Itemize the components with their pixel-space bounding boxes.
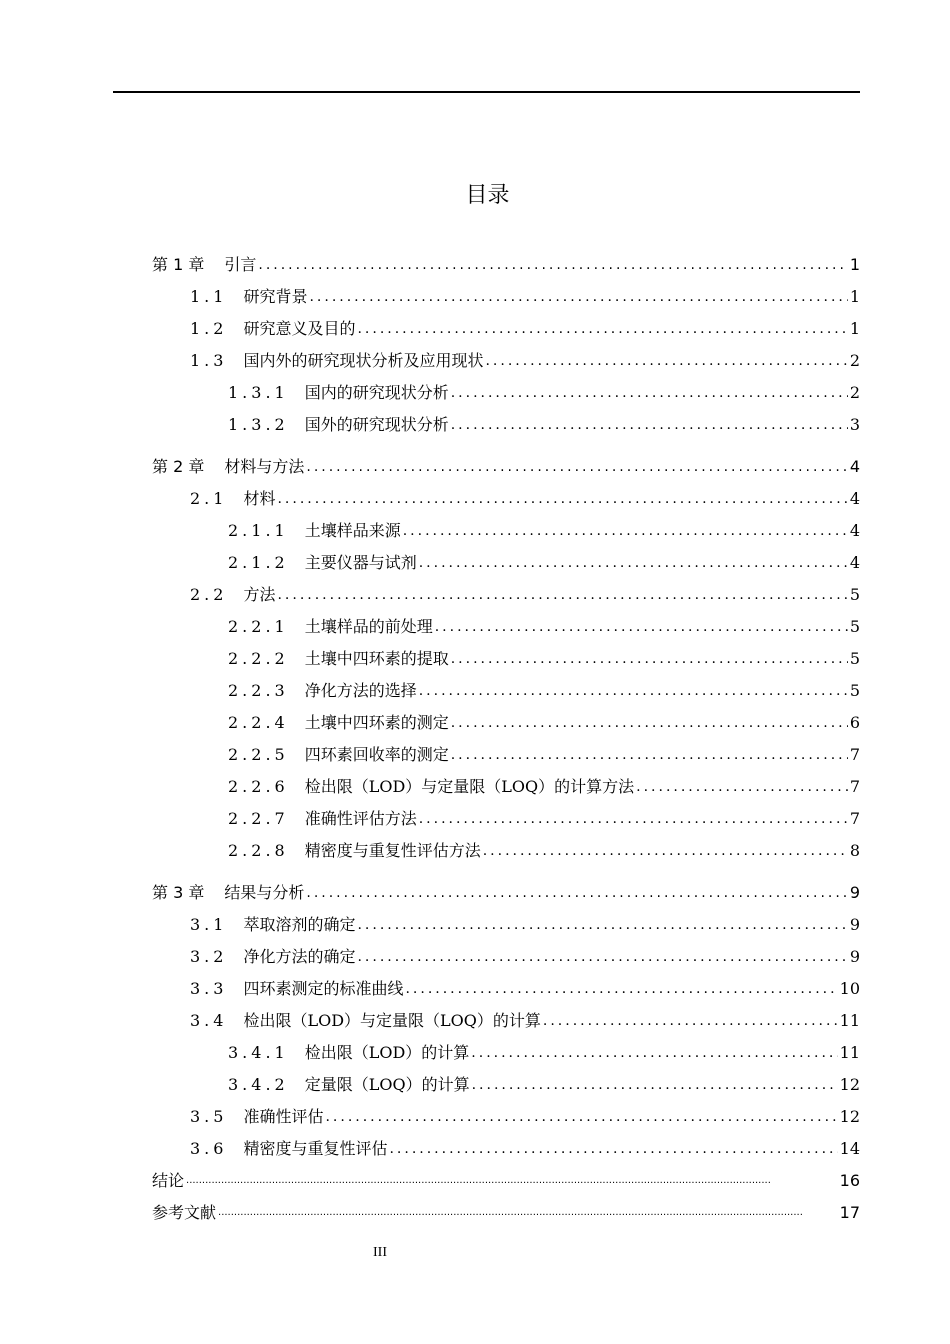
toc-entry[interactable] bbox=[152, 607, 860, 639]
toc-entry-title: 参考文献 bbox=[152, 1203, 217, 1222]
toc-entry-number: 1.1 bbox=[190, 287, 228, 306]
toc-entry-leader-dots bbox=[186, 1171, 838, 1191]
toc-entry-number: 2.2.8 bbox=[228, 841, 289, 860]
toc-entry[interactable] bbox=[152, 511, 860, 543]
toc-entry-leader-dots bbox=[543, 1011, 838, 1031]
toc-entry-leader-dots bbox=[451, 745, 848, 765]
toc-entry-title: 引言 bbox=[224, 255, 257, 274]
toc-entry-title: 净化方法的确定 bbox=[243, 947, 356, 966]
toc-entry-leader-dots bbox=[218, 1203, 838, 1223]
toc-entry-number: 3.4.1 bbox=[228, 1043, 289, 1062]
toc-entry[interactable] bbox=[152, 799, 860, 831]
toc-entry-title: 四环素回收率的测定 bbox=[304, 745, 449, 764]
toc-entry-title: 国内的研究现状分析 bbox=[304, 383, 449, 402]
header-rule bbox=[113, 91, 860, 93]
toc-entry-number: 3.3 bbox=[190, 979, 228, 998]
toc-entry-leader-dots bbox=[451, 649, 848, 669]
toc-entry-page-number: 4 bbox=[849, 457, 860, 476]
toc-entry-leader-dots bbox=[357, 947, 847, 967]
toc-entry-page-number: 4 bbox=[849, 553, 860, 572]
toc-entry-page-number: 1 bbox=[849, 319, 860, 338]
toc-entry-page-number: 7 bbox=[849, 809, 860, 828]
toc-entry[interactable] bbox=[152, 735, 860, 767]
toc-entry[interactable] bbox=[152, 1065, 860, 1097]
toc-entry-number: 2.2.3 bbox=[228, 681, 289, 700]
toc-entry-number: 第 2 章 bbox=[152, 457, 205, 476]
toc-entry-page-number: 16 bbox=[839, 1171, 860, 1190]
toc-entry-page-number: 11 bbox=[839, 1011, 860, 1030]
toc-entry-page-number: 6 bbox=[849, 713, 860, 732]
toc-entry-number: 第 3 章 bbox=[152, 883, 205, 902]
toc-entry-title: 研究意义及目的 bbox=[243, 319, 356, 338]
toc-entry-title: 精密度与重复性评估 bbox=[243, 1139, 388, 1158]
toc-entry[interactable] bbox=[152, 245, 860, 277]
toc-entry-leader-dots bbox=[405, 979, 837, 999]
toc-entry-page-number: 5 bbox=[849, 617, 860, 636]
toc-entry-number: 3.5 bbox=[190, 1107, 228, 1126]
toc-entry-number: 2.1 bbox=[190, 489, 228, 508]
toc-entry-leader-dots bbox=[325, 1107, 837, 1127]
toc-entry-page-number: 1 bbox=[849, 287, 860, 306]
toc-entry-leader-dots bbox=[403, 521, 848, 541]
toc-entry[interactable] bbox=[152, 405, 860, 437]
toc-entry-leader-dots bbox=[357, 915, 847, 935]
toc-entry-number: 2.2.2 bbox=[228, 649, 289, 668]
toc-entry[interactable] bbox=[152, 703, 860, 735]
toc-entry-page-number: 9 bbox=[849, 915, 860, 934]
toc-entry-leader-dots bbox=[419, 809, 848, 829]
toc-entry-title: 精密度与重复性评估方法 bbox=[304, 841, 481, 860]
toc-entry-number: 3.4 bbox=[190, 1011, 228, 1030]
toc-entry-leader-dots bbox=[357, 319, 847, 339]
toc-entry-title: 土壤中四环素的测定 bbox=[304, 713, 449, 732]
toc-entry-page-number: 11 bbox=[839, 1043, 860, 1062]
toc-entry[interactable] bbox=[152, 1161, 860, 1193]
toc-entry-page-number: 5 bbox=[849, 681, 860, 700]
toc-entry-page-number: 4 bbox=[849, 521, 860, 540]
toc-entry[interactable] bbox=[152, 277, 860, 309]
toc-entry-leader-dots bbox=[306, 457, 847, 477]
toc-entry-page-number: 17 bbox=[839, 1203, 860, 1222]
toc-entry-page-number: 12 bbox=[839, 1075, 860, 1094]
toc-entry-leader-dots bbox=[472, 1075, 838, 1095]
toc-entry-title: 土壤中四环素的提取 bbox=[304, 649, 449, 668]
toc-entry-leader-dots bbox=[483, 841, 848, 861]
toc-entry[interactable] bbox=[152, 543, 860, 575]
toc-entry-page-number: 7 bbox=[849, 777, 860, 796]
toc-entry[interactable] bbox=[152, 341, 860, 373]
toc-entry[interactable] bbox=[152, 1001, 860, 1033]
toc-entry-number: 第 1 章 bbox=[152, 255, 205, 274]
toc-entry[interactable] bbox=[152, 373, 860, 405]
toc-entry-page-number: 12 bbox=[839, 1107, 860, 1126]
toc-entry-number: 2.2.7 bbox=[228, 809, 289, 828]
toc-entry-number: 2.2.5 bbox=[228, 745, 289, 764]
toc-entry-number: 1.3.1 bbox=[228, 383, 289, 402]
toc-entry-leader-dots bbox=[389, 1139, 837, 1159]
toc-entry-page-number: 5 bbox=[849, 585, 860, 604]
toc-entry-number: 1.3 bbox=[190, 351, 228, 370]
toc-entry[interactable] bbox=[152, 767, 860, 799]
toc-entry-page-number: 9 bbox=[849, 947, 860, 966]
toc-entry-title: 国外的研究现状分析 bbox=[304, 415, 449, 434]
toc-entry[interactable] bbox=[152, 1097, 860, 1129]
toc-entry-leader-dots bbox=[435, 617, 848, 637]
toc-entry-leader-dots bbox=[258, 255, 847, 275]
toc-entry-number: 3.1 bbox=[190, 915, 228, 934]
toc-entry[interactable] bbox=[152, 671, 860, 703]
toc-entry[interactable] bbox=[152, 639, 860, 671]
toc-entry-title: 土壤样品来源 bbox=[304, 521, 401, 540]
toc-entry-page-number: 5 bbox=[849, 649, 860, 668]
toc-entry-leader-dots bbox=[306, 883, 847, 903]
toc-entry-page-number: 2 bbox=[849, 351, 860, 370]
toc-title: 目录 bbox=[465, 183, 510, 208]
toc-entry-number: 2.2.6 bbox=[228, 777, 289, 796]
toc-entry-number: 2.1.2 bbox=[228, 553, 289, 572]
toc-entry-page-number: 3 bbox=[849, 415, 860, 434]
toc-entry-page-number: 7 bbox=[849, 745, 860, 764]
toc-entry[interactable] bbox=[152, 969, 860, 1001]
toc-entry-page-number: 14 bbox=[839, 1139, 860, 1158]
toc-entry-title: 研究背景 bbox=[243, 287, 308, 306]
toc-entry-number: 3.6 bbox=[190, 1139, 228, 1158]
toc-entry-leader-dots bbox=[451, 415, 848, 435]
toc-entry-title: 材料与方法 bbox=[224, 457, 305, 476]
toc-entry[interactable] bbox=[152, 575, 860, 607]
toc-entry-leader-dots bbox=[309, 287, 847, 307]
toc-entry[interactable] bbox=[152, 479, 860, 511]
toc-entry-leader-dots bbox=[636, 777, 848, 797]
toc-entry-number: 1.3.2 bbox=[228, 415, 289, 434]
toc-entry-title: 检出限（LOD）的计算 bbox=[304, 1043, 470, 1062]
toc-entry[interactable] bbox=[152, 937, 860, 969]
toc-entry-page-number: 9 bbox=[849, 883, 860, 902]
toc-entry-leader-dots bbox=[485, 351, 847, 371]
toc-entry-title: 萃取溶剂的确定 bbox=[243, 915, 356, 934]
toc-entry[interactable] bbox=[152, 1193, 860, 1225]
toc-entry[interactable] bbox=[152, 873, 860, 905]
toc-entry-leader-dots bbox=[451, 383, 848, 403]
toc-entry[interactable] bbox=[152, 831, 860, 863]
toc-entry-number: 3.4.2 bbox=[228, 1075, 289, 1094]
toc-entry-leader-dots bbox=[419, 553, 848, 573]
table-of-contents bbox=[152, 245, 860, 1225]
toc-entry-leader-dots bbox=[419, 681, 848, 701]
toc-entry-title: 材料 bbox=[243, 489, 276, 508]
toc-entry-page-number: 1 bbox=[849, 255, 860, 274]
toc-entry-page-number: 8 bbox=[849, 841, 860, 860]
toc-entry-title: 结果与分析 bbox=[224, 883, 305, 902]
toc-entry-title: 准确性评估方法 bbox=[304, 809, 417, 828]
toc-entry-title: 净化方法的选择 bbox=[304, 681, 417, 700]
toc-entry-title: 土壤样品的前处理 bbox=[304, 617, 433, 636]
toc-entry-page-number: 2 bbox=[849, 383, 860, 402]
toc-entry-number: 3.2 bbox=[190, 947, 228, 966]
toc-entry-title: 检出限（LOD）与定量限（LOQ）的计算 bbox=[243, 1011, 541, 1030]
toc-entry-number: 2.1.1 bbox=[228, 521, 289, 540]
toc-entry-number: 2.2 bbox=[190, 585, 228, 604]
toc-entry-number: 2.2.1 bbox=[228, 617, 289, 636]
toc-entry-title: 主要仪器与试剂 bbox=[304, 553, 417, 572]
toc-entry-leader-dots bbox=[277, 585, 847, 605]
toc-entry[interactable] bbox=[152, 309, 860, 341]
footer-page-number: III bbox=[373, 1245, 387, 1260]
toc-entry-title: 方法 bbox=[243, 585, 276, 604]
toc-entry-title: 结论 bbox=[152, 1171, 185, 1190]
toc-entry-title: 四环素测定的标准曲线 bbox=[243, 979, 404, 998]
toc-entry-title: 定量限（LOQ）的计算 bbox=[304, 1075, 470, 1094]
toc-entry-page-number: 10 bbox=[839, 979, 860, 998]
toc-entry[interactable] bbox=[152, 447, 860, 479]
toc-entry[interactable] bbox=[152, 1129, 860, 1161]
toc-entry[interactable] bbox=[152, 905, 860, 937]
toc-entry-number: 2.2.4 bbox=[228, 713, 289, 732]
toc-entry-leader-dots bbox=[451, 713, 848, 733]
toc-entry-page-number: 4 bbox=[849, 489, 860, 508]
toc-entry-leader-dots bbox=[471, 1043, 837, 1063]
toc-entry-leader-dots bbox=[277, 489, 847, 509]
toc-entry[interactable] bbox=[152, 1033, 860, 1065]
toc-entry-number: 1.2 bbox=[190, 319, 228, 338]
toc-entry-title: 准确性评估 bbox=[243, 1107, 324, 1126]
toc-entry-title: 国内外的研究现状分析及应用现状 bbox=[243, 351, 484, 370]
toc-entry-title: 检出限（LOD）与定量限（LOQ）的计算方法 bbox=[304, 777, 635, 796]
